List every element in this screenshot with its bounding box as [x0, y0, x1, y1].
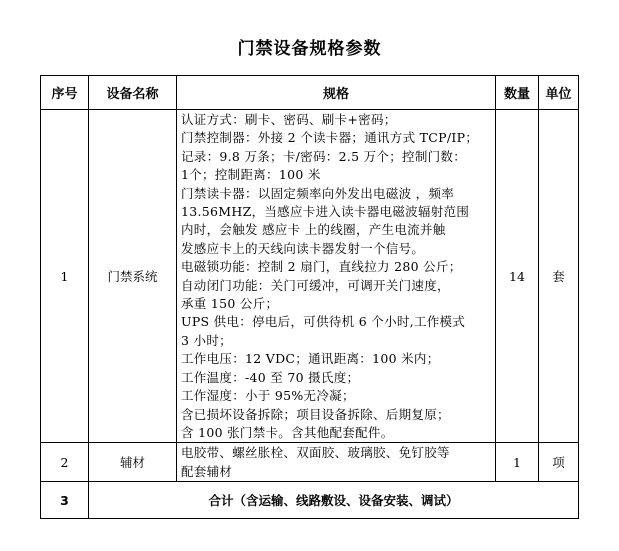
row-no: 1	[41, 110, 89, 443]
spec-line: 记录：9.8 万条；卡/密码：2.5 万个；控制门数：	[181, 148, 467, 164]
spec-line: 配套辅材	[181, 463, 233, 479]
spec-line: UPS 供电：停电后，可供待机 6 个小时,工作模式	[181, 314, 466, 330]
row-unit: 项	[539, 443, 579, 482]
spec-line: 含已损坏设备拆除；项目设备拆除、后期复原；	[181, 406, 450, 422]
total-row	[41, 482, 579, 519]
header-qty: 数量	[496, 76, 539, 110]
row-name: 辅材	[89, 443, 177, 482]
header-spec: 规格	[177, 76, 496, 110]
spec-line: 发感应卡上的天线向读卡器发射一个信号。	[181, 240, 425, 256]
spec-line: 电磁锁功能：控制 2 扇门，直线拉力 280 公斤；	[181, 259, 462, 275]
row-no: 2	[41, 443, 89, 482]
spec-line: 承重 150 公斤；	[181, 296, 279, 312]
spec-line: 门禁读卡器：以固定频率向外发出电磁波 ，频率	[181, 185, 455, 201]
spec-line: 工作电压：12 VDC；通讯距离：100 米内；	[181, 351, 440, 367]
spec-line: 工作湿度：小于 95%无冷凝；	[181, 388, 355, 404]
total-no: 3	[41, 482, 89, 519]
page-title: 门禁设备规格参数	[237, 39, 382, 59]
row-spec	[177, 110, 496, 443]
row-qty: 14	[496, 110, 539, 443]
spec-line: 3 小时；	[181, 332, 232, 348]
spec-line: 内时，会触发 感应卡 上的线圈，产生电流并触	[181, 222, 446, 238]
spec-line: 工作温度：-40 至 70 摄氏度；	[181, 369, 360, 385]
table-row	[41, 110, 579, 443]
spec-line: 电胶带、螺丝胀栓、双面胶、玻璃胶、免钉胶等	[181, 445, 450, 461]
spec-line: 13.56MHZ，当感应卡进入读卡器电磁波辐射范围	[181, 204, 470, 220]
row-qty: 1	[496, 443, 539, 482]
row-name: 门禁系统	[89, 110, 177, 443]
row-unit: 套	[539, 110, 579, 443]
spec-line: 门禁控制器：外接 2 个读卡器；通讯方式 TCP/IP；	[181, 130, 479, 146]
spec-line: 含 100 张门禁卡。含其他配套配件。	[181, 424, 394, 440]
header-name: 设备名称	[89, 76, 177, 110]
table-row	[41, 443, 579, 482]
row-spec	[177, 443, 496, 482]
header-no: 序号	[41, 76, 89, 110]
header-unit: 单位	[539, 76, 579, 110]
spec-line: 自动闭门功能：关门可缓冲，可调开关门速度，	[181, 277, 450, 293]
total-label: 合计（含运输、线路敷设、设备安装、调试）	[89, 482, 579, 519]
equipment-spec-table	[40, 75, 579, 519]
table-header-row	[41, 76, 579, 110]
spec-line: 1个；控制距离：100 米	[181, 167, 321, 183]
spec-line: 认证方式：刷卡、密码、刷卡+密码；	[181, 112, 397, 127]
